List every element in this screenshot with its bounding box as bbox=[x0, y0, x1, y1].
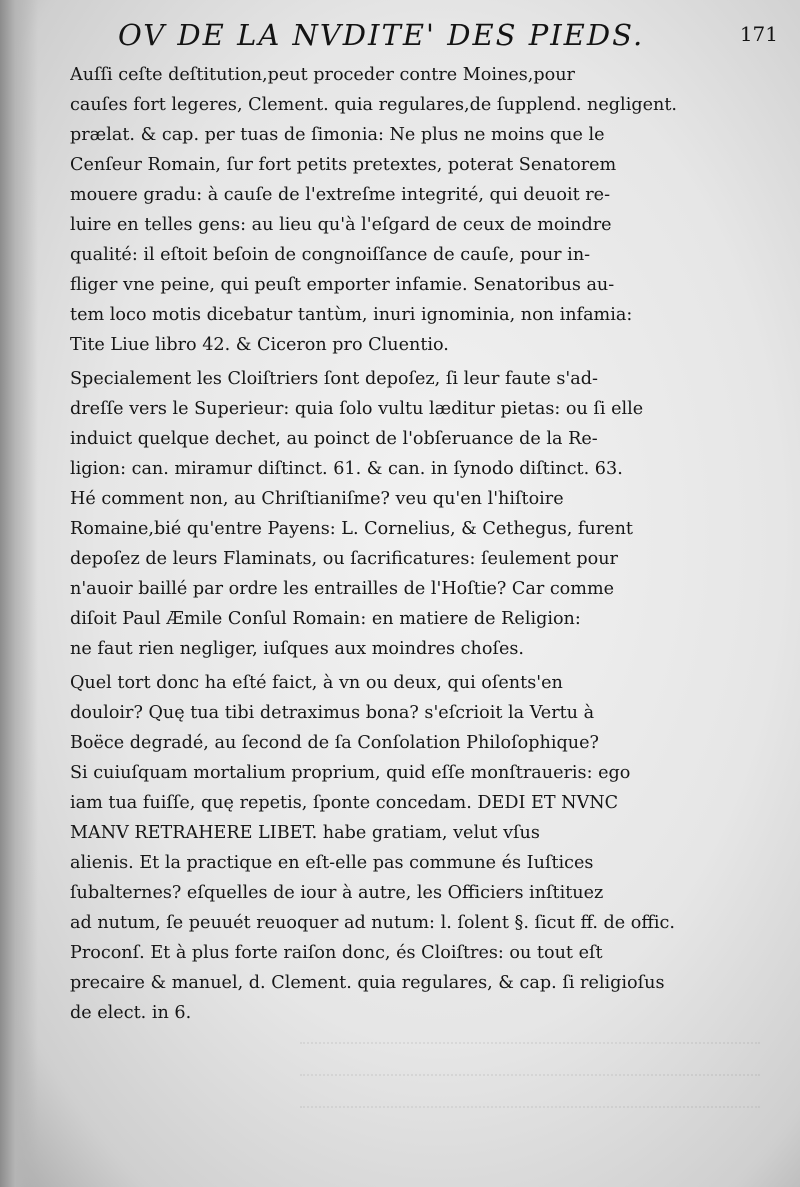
text-line: n'auoir baillé par ordre les entrailles de l'Hoſtie? Car comme bbox=[70, 579, 615, 599]
body-text bbox=[70, 60, 710, 1028]
text-line: depoſez de leurs Flaminats, ou ſacrificatures: ſeulement pour bbox=[70, 549, 618, 569]
text-line: Si cuiuſquam mortalium proprium, quid eſſe monſtraueris: ego bbox=[70, 763, 631, 783]
text-line: iam tua fuiſſe, quę repetis, ſponte concedam. DEDI ET NVNC bbox=[70, 793, 619, 813]
page-header bbox=[118, 18, 778, 60]
text-line: induict quelque dechet, au poinct de l'obſeruance de la Re- bbox=[70, 429, 598, 449]
text-line: cauſes fort legeres, Clement. quia regulares,de ſupplend. negligent. bbox=[70, 95, 677, 115]
text-line: Romaine,bié qu'entre Payens: L. Cornelius, & Cethegus, furent bbox=[70, 519, 633, 539]
text-line: tem loco motis dicebatur tantùm, inuri ignominia, non infamia: bbox=[70, 305, 633, 325]
text-line: Quel tort donc ha eſté faict, à vn ou deux, qui oſents'en bbox=[70, 673, 563, 693]
text-line: ligion: can. miramur diſtinct. 61. & can. in ſynodo diſtinct. 63. bbox=[70, 459, 623, 479]
text-line: Proconſ. Et à plus forte raiſon donc, és Cloiſtres: ou tout eſt bbox=[70, 943, 603, 963]
text-line: precaire & manuel, d. Clement. quia regulares, & cap. ſi religioſus bbox=[70, 973, 665, 993]
text-line: ad nutum, ſe peuuét reuoquer ad nutum: l. ſolent §. ſicut ff. de offic. bbox=[70, 913, 675, 933]
text-line: Auſſi ceſte deſtitution,peut proceder contre Moines,pour bbox=[70, 65, 575, 85]
text-line: mouere gradu: à cauſe de l'extreſme integrité, qui deuoit re- bbox=[70, 185, 611, 205]
text-line: alienis. Et la practique en eſt-elle pas commune és Iuſtices bbox=[70, 853, 594, 873]
text-line: qualité: il eſtoit beſoin de congnoiſſance de cauſe, pour in- bbox=[70, 245, 591, 265]
text-line: Cenſeur Romain, ſur fort petits pretextes, poterat Senatorem bbox=[70, 155, 617, 175]
text-line: ne faut rien negliger, iuſques aux moindres choſes. bbox=[70, 639, 524, 659]
text-line: Tite Liue libro 42. & Ciceron pro Cluentio. bbox=[70, 335, 449, 355]
page-edge-shadow bbox=[0, 0, 38, 1187]
text-line: prælat. & cap. per tuas de ſimonia: Ne plus ne moins que le bbox=[70, 125, 605, 145]
text-line: MANV RETRAHERE LIBET. habe gratiam, velut vſus bbox=[70, 823, 540, 843]
text-line: diſoit Paul Æmile Conſul Romain: en matiere de Religion: bbox=[70, 609, 581, 629]
text-line: ſubalternes? eſquelles de iour à autre, les Officiers inſtituez bbox=[70, 883, 604, 903]
text-line: de elect. in 6. bbox=[70, 1003, 192, 1023]
text-line: douloir? Quę tua tibi detraximus bona? s'eſcrioit la Vertu à bbox=[70, 703, 595, 723]
text-line: dreſſe vers le Superieur: quia ſolo vultu læditur pietas: ou ſi elle bbox=[70, 399, 644, 419]
text-line: Hé comment non, au Chriſtianiſme? veu qu'en l'hiſtoire bbox=[70, 489, 564, 509]
text-line: Boëce degradé, au ſecond de ſa Conſolation Philoſophique? bbox=[70, 733, 599, 753]
text-line: fliger vne peine, qui peuſt emporter infamie. Senatoribus au- bbox=[70, 275, 615, 295]
text-line: luire en telles gens: au lieu qu'à l'eſgard de ceux de moindre bbox=[70, 215, 612, 235]
text-line: Specialement les Cloiſtriers ſont depoſez, ſi leur faute s'ad- bbox=[70, 369, 598, 389]
running-head: OV DE LA NVDITE' DES PIEDS. bbox=[118, 18, 645, 52]
show-through-bleed bbox=[300, 1012, 760, 1122]
page-number: 171 bbox=[739, 22, 778, 46]
